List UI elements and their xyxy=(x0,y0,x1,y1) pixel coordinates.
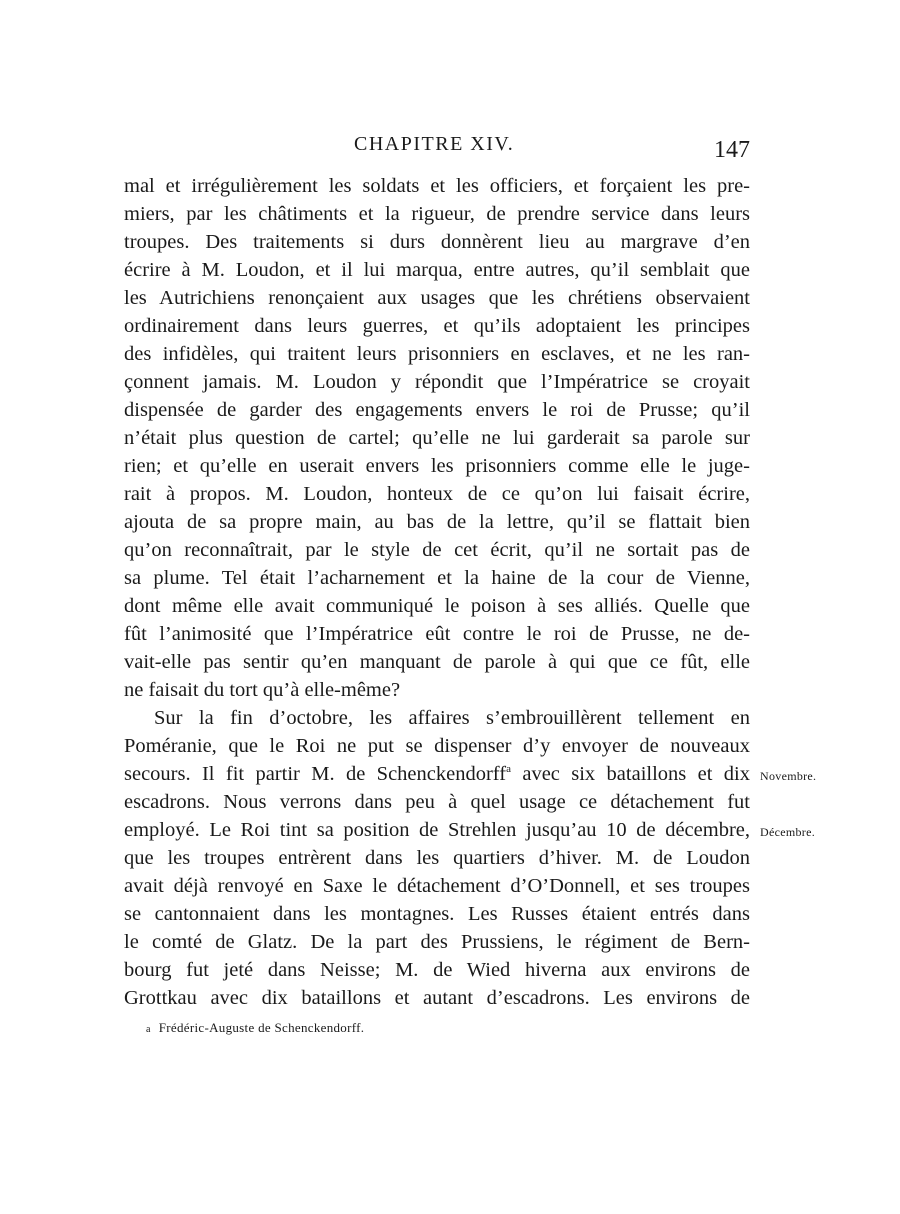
text-line: rait à propos. M. Loudon, honteux de ce qu’on lui faisait écrire, xyxy=(124,483,750,505)
footnote xyxy=(146,1018,746,1040)
text-line: Sur la fin d’octobre, les affaires s’embrouillèrent tellement en xyxy=(154,707,750,729)
text-line: miers, par les châtiments et la rigueur, de prendre service dans leurs xyxy=(124,203,750,225)
text-line: se cantonnaient dans les montagnes. Les Russes étaient entrés dans xyxy=(124,903,750,925)
text-line: ne faisait du tort qu’à elle-même? xyxy=(124,679,401,701)
text-line: avait déjà renvoyé en Saxe le détachement d’O’Donnell, et ses troupes xyxy=(124,875,750,897)
text-line: qu’on reconnaîtrait, par le style de cet écrit, qu’il ne sortait pas de xyxy=(124,539,750,561)
text-line: dont même elle avait communiqué le poison à ses alliés. Quelle que xyxy=(124,595,750,617)
text-line: ordinairement dans leurs guerres, et qu’ils adoptaient les principes xyxy=(124,315,750,337)
margin-note-novembre: Novembre. xyxy=(760,769,817,783)
text-line: dispensée de garder des engagements envers le roi de Prusse; qu’il xyxy=(124,399,750,421)
footnote-text: Frédéric-Auguste de Schenckendorff. xyxy=(158,1020,365,1035)
text-line: mal et irrégulièrement les soldats et les officiers, et forçaient les pre- xyxy=(124,175,750,197)
text-line: les Autrichiens renonçaient aux usages que les chrétiens observaient xyxy=(124,287,750,309)
text-line: çonnent jamais. M. Loudon y répondit que l’Impératrice se croyait xyxy=(124,371,750,393)
text-line: le comté de Glatz. De la part des Prussiens, le régiment de Bern- xyxy=(124,931,750,953)
text-segment: employé. Le Roi tint sa position de Strehlen jusqu’au 10 de décembre, xyxy=(124,819,750,841)
margin-note-decembre: Décembre. xyxy=(760,825,816,839)
text-line: ajouta de sa propre main, au bas de la lettre, qu’il se flattait bien xyxy=(124,511,750,533)
text-line: n’était plus question de cartel; qu’elle ne lui garderait sa parole sur xyxy=(124,427,750,449)
chapter-title: CHAPITRE XIV. xyxy=(354,133,515,155)
text-line: que les troupes entrèrent dans les quartiers d’hiver. M. de Loudon xyxy=(124,847,750,869)
text-line: Grottkau avec dix bataillons et autant d’escadrons. Les environs de xyxy=(124,987,750,1009)
text-line: escadrons. Nous verrons dans peu à quel usage ce détachement fut xyxy=(124,791,750,813)
text-line: troupes. Des traitements si durs donnèrent lieu au margrave d’en xyxy=(124,231,750,253)
text-line: sa plume. Tel était l’acharnement et la haine de la cour de Vienne, xyxy=(124,567,750,589)
text-line: Poméranie, que le Roi ne put se dispenser d’y envoyer de nouveaux xyxy=(124,735,750,757)
footnotes xyxy=(146,1018,746,1040)
text-segment: avec six bataillons et dix xyxy=(522,763,750,785)
footnote-marker: a xyxy=(146,1024,151,1035)
text-line: rien; et qu’elle en userait envers les prisonniers comme elle le juge- xyxy=(124,455,750,477)
text-line: bourg fut jeté dans Neisse; M. de Wied hiverna aux environs de xyxy=(124,959,750,981)
text-line-with-footnote xyxy=(124,760,817,788)
text-line: fût l’animosité que l’Impératrice eût contre le roi de Prusse, ne de- xyxy=(124,623,750,645)
page-number: 147 xyxy=(714,137,750,163)
text-line: vait-elle pas sentir qu’en manquant de parole à qui que ce fût, elle xyxy=(124,651,750,673)
footnote-reference: a xyxy=(506,763,511,775)
text-line: écrire à M. Loudon, et il lui marqua, entre autres, qu’il semblait que xyxy=(124,259,750,281)
text-line-with-margin-note xyxy=(124,816,816,844)
text-line: des infidèles, qui traitent leurs prisonniers en esclaves, et ne les ran- xyxy=(124,343,750,365)
text-segment: secours. Il fit partir M. de Schenckendorff xyxy=(124,763,507,785)
running-head xyxy=(0,133,900,163)
body-text xyxy=(124,172,817,1012)
